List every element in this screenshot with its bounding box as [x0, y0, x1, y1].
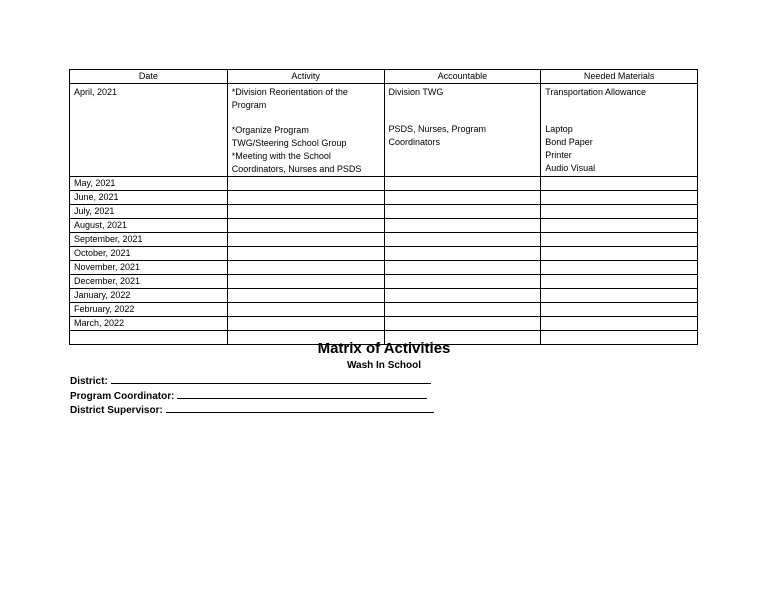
activity-cell [227, 219, 384, 233]
district-supervisor-label: District Supervisor: [70, 405, 163, 416]
date-cell: July, 2021 [70, 205, 228, 219]
accountable-cell [384, 275, 541, 289]
date-cell: September, 2021 [70, 233, 228, 247]
district-supervisor-field [70, 403, 434, 416]
accountable-cell [384, 303, 541, 317]
materials-cell [541, 84, 698, 177]
accountable-line [389, 111, 537, 123]
date-cell: December, 2021 [70, 275, 228, 289]
materials-cell [541, 191, 698, 205]
table-row [70, 289, 698, 303]
accountable-line [389, 99, 537, 111]
accountable-cell [384, 317, 541, 331]
accountable-line: Division TWG [388, 87, 444, 97]
date-cell: August, 2021 [70, 219, 228, 233]
district-label: District: [70, 376, 108, 387]
page-title: Matrix of Activities [317, 340, 451, 357]
header-date: Date [70, 70, 228, 84]
materials-cell [541, 219, 698, 233]
materials-cell [541, 177, 698, 191]
materials-line: Printer [545, 150, 572, 160]
activity-line: Coordinators, Nurses and PSDS [231, 164, 362, 174]
district-blank-line [111, 374, 431, 384]
activity-line [232, 112, 380, 124]
materials-line: Audio Visual [545, 163, 596, 173]
table-row [70, 177, 698, 191]
materials-cell [541, 317, 698, 331]
header-activity: Activity [227, 70, 384, 84]
accountable-cell [384, 219, 541, 233]
activity-cell [227, 303, 384, 317]
materials-cell [541, 247, 698, 261]
accountable-cell [384, 84, 541, 177]
header-accountable: Accountable [384, 70, 541, 84]
activity-cell [227, 261, 384, 275]
materials-line: Laptop [545, 124, 573, 134]
program-coordinator-field [70, 389, 427, 402]
activity-cell [227, 233, 384, 247]
accountable-cell [384, 177, 541, 191]
date-cell [70, 84, 228, 177]
table-row [70, 233, 698, 247]
materials-cell [541, 303, 698, 317]
activity-cell [227, 247, 384, 261]
materials-line [545, 99, 693, 111]
accountable-cell [384, 247, 541, 261]
date-cell: March, 2022 [70, 317, 228, 331]
activity-cell [227, 205, 384, 219]
program-coordinator-blank-line [177, 389, 427, 399]
date-cell: May, 2021 [70, 177, 228, 191]
district-supervisor-blank-line [166, 403, 434, 413]
accountable-cell [384, 191, 541, 205]
program-coordinator-label: Program Coordinator: [70, 391, 175, 402]
materials-cell [541, 289, 698, 303]
table-row [70, 303, 698, 317]
accountable-cell [384, 289, 541, 303]
accountable-line: Coordinators [388, 137, 441, 147]
materials-cell [541, 261, 698, 275]
header-needed-materials: Needed Materials [541, 70, 698, 84]
activity-cell [227, 191, 384, 205]
date-cell: February, 2022 [70, 303, 228, 317]
table-row [70, 191, 698, 205]
accountable-cell [384, 205, 541, 219]
date-text: April, 2021 [74, 87, 118, 97]
table-row [70, 205, 698, 219]
table-row [70, 275, 698, 289]
activity-cell [227, 275, 384, 289]
materials-line: Transportation Allowance [545, 87, 646, 97]
activity-line: *Division Reorientation of the [231, 87, 348, 97]
table-row [70, 261, 698, 275]
activity-cell [227, 177, 384, 191]
activity-cell [227, 317, 384, 331]
accountable-line: PSDS, Nurses, Program [388, 124, 487, 134]
activity-line: Program [231, 100, 267, 110]
date-cell: January, 2022 [70, 289, 228, 303]
activity-line: *Organize Program [231, 125, 309, 135]
activities-matrix-table [69, 69, 698, 345]
date-cell: June, 2021 [70, 191, 228, 205]
table-row [70, 317, 698, 331]
table-header-row [70, 70, 698, 84]
materials-line: Bond Paper [545, 137, 593, 147]
activity-cell [227, 84, 384, 177]
activity-cell [227, 289, 384, 303]
activity-line: *Meeting with the School [231, 151, 331, 161]
table-row-april [70, 84, 698, 177]
date-cell: November, 2021 [70, 261, 228, 275]
activity-line: TWG/Steering School Group [231, 138, 347, 148]
date-cell: October, 2021 [70, 247, 228, 261]
accountable-cell [384, 261, 541, 275]
district-field [70, 374, 431, 387]
table-row [70, 219, 698, 233]
page-subtitle: Wash In School [346, 360, 422, 371]
table-row [70, 247, 698, 261]
materials-cell [541, 275, 698, 289]
accountable-cell [384, 233, 541, 247]
materials-cell [541, 205, 698, 219]
materials-line [545, 111, 693, 123]
materials-cell [541, 233, 698, 247]
